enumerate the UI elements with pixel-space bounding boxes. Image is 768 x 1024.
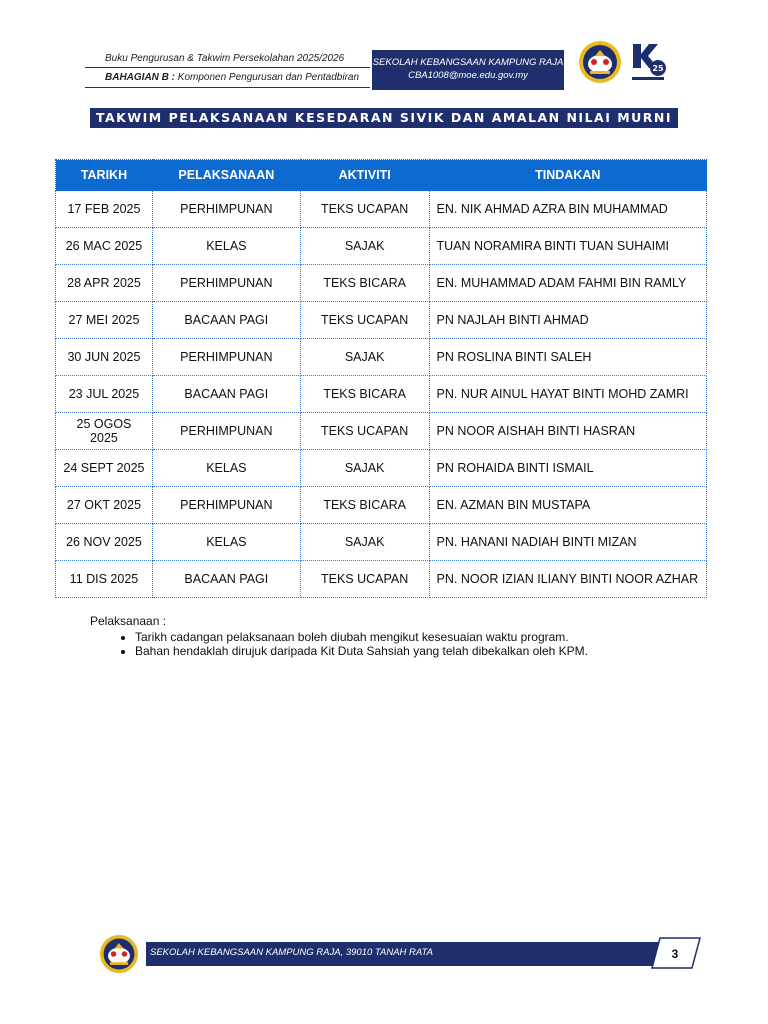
table-row xyxy=(56,487,707,524)
school-info-box xyxy=(372,50,564,90)
ks-logo-icon xyxy=(628,40,668,84)
table-row xyxy=(56,524,707,561)
takwim-table xyxy=(55,159,707,598)
book-title: Buku Pengurusan & Takwim Persekolahan 2025/2026 xyxy=(105,53,345,64)
note-item: • Tarikh cadangan pelaksanaan boleh diubah mengikut kesesuaian waktu program. xyxy=(135,630,730,644)
cell-tindakan: PN. NOOR IZIAN ILIANY BINTI NOOR AZHAR xyxy=(429,561,706,598)
table-row xyxy=(56,228,707,265)
section-line xyxy=(105,72,359,83)
cell-tindakan: EN. NIK AHMAD AZRA BIN MUHAMMAD xyxy=(429,191,706,228)
cell-aktiviti: SAJAK xyxy=(300,339,429,376)
cell-aktiviti: SAJAK xyxy=(300,228,429,265)
cell-pelaksanaan: KELAS xyxy=(152,450,300,487)
cell-tindakan: PN NOOR AISHAH BINTI HASRAN xyxy=(429,413,706,450)
table-header-row xyxy=(56,160,707,191)
table-row xyxy=(56,413,707,450)
column-header-tarikh: TARIKH xyxy=(56,160,153,191)
cell-tindakan: PN NAJLAH BINTI AHMAD xyxy=(429,302,706,339)
svg-text:25: 25 xyxy=(652,64,664,73)
column-header-pelaksanaan: PELAKSANAAN xyxy=(152,160,300,191)
notes-title: Pelaksanaan : xyxy=(90,614,167,628)
cell-aktiviti: TEKS UCAPAN xyxy=(300,561,429,598)
school-logo-icon xyxy=(578,40,622,84)
note-item: • Bahan hendaklah dirujuk daripada Kit Duta Sahsiah yang telah dibekalkan oleh KPM. xyxy=(135,644,730,658)
cell-tindakan: PN. NUR AINUL HAYAT BINTI MOHD ZAMRI xyxy=(429,376,706,413)
cell-tindakan: PN ROHAIDA BINTI ISMAIL xyxy=(429,450,706,487)
school-name: SEKOLAH KEBANGSAAN KAMPUNG RAJA xyxy=(372,57,564,68)
table-row xyxy=(56,376,707,413)
table-row xyxy=(56,265,707,302)
cell-tarikh: 27 MEI 2025 xyxy=(56,302,153,339)
cell-tarikh: 30 JUN 2025 xyxy=(56,339,153,376)
footer-school-logo-icon xyxy=(99,934,139,974)
cell-tarikh: 27 OKT 2025 xyxy=(56,487,153,524)
cell-aktiviti: TEKS UCAPAN xyxy=(300,302,429,339)
school-email: CBA1008@moe.edu.gov.my xyxy=(408,70,528,81)
cell-aktiviti: TEKS BICARA xyxy=(300,376,429,413)
notes-list xyxy=(90,630,730,658)
section-label: BAHAGIAN B : xyxy=(105,72,175,83)
header-text-block xyxy=(85,50,370,90)
cell-pelaksanaan: KELAS xyxy=(152,524,300,561)
cell-tindakan: EN. MUHAMMAD ADAM FAHMI BIN RAMLY xyxy=(429,265,706,302)
cell-pelaksanaan: BACAAN PAGI xyxy=(152,376,300,413)
cell-pelaksanaan: PERHIMPUNAN xyxy=(152,339,300,376)
cell-pelaksanaan: PERHIMPUNAN xyxy=(152,487,300,524)
cell-pelaksanaan: BACAAN PAGI xyxy=(152,561,300,598)
page-title: TAKWIM PELAKSANAAN KESEDARAN SIVIK DAN AMALAN NILAI MURNI xyxy=(90,108,678,128)
table-row xyxy=(56,339,707,376)
cell-aktiviti: TEKS UCAPAN xyxy=(300,413,429,450)
cell-tindakan: PN ROSLINA BINTI SALEH xyxy=(429,339,706,376)
footer-address: SEKOLAH KEBANGSAAN KAMPUNG RAJA, 39010 TANAH RATA xyxy=(146,942,658,966)
table-row xyxy=(56,450,707,487)
cell-tarikh: 24 SEPT 2025 xyxy=(56,450,153,487)
column-header-tindakan: TINDAKAN xyxy=(429,160,706,191)
cell-pelaksanaan: PERHIMPUNAN xyxy=(152,413,300,450)
table-row xyxy=(56,561,707,598)
cell-tarikh: 26 NOV 2025 xyxy=(56,524,153,561)
cell-pelaksanaan: PERHIMPUNAN xyxy=(152,265,300,302)
cell-tarikh: 25 OGOS 2025 xyxy=(56,413,153,450)
cell-tarikh: 26 MAC 2025 xyxy=(56,228,153,265)
table-row xyxy=(56,191,707,228)
cell-tindakan: TUAN NORAMIRA BINTI TUAN SUHAIMI xyxy=(429,228,706,265)
cell-aktiviti: TEKS BICARA xyxy=(300,487,429,524)
cell-tarikh: 28 APR 2025 xyxy=(56,265,153,302)
cell-tarikh: 11 DIS 2025 xyxy=(56,561,153,598)
column-header-aktiviti: AKTIVITI xyxy=(300,160,429,191)
notes-section xyxy=(90,614,730,658)
cell-tindakan: PN. HANANI NADIAH BINTI MIZAN xyxy=(429,524,706,561)
table-row xyxy=(56,302,707,339)
cell-aktiviti: SAJAK xyxy=(300,524,429,561)
cell-aktiviti: TEKS UCAPAN xyxy=(300,191,429,228)
cell-aktiviti: SAJAK xyxy=(300,450,429,487)
cell-tarikh: 17 FEB 2025 xyxy=(56,191,153,228)
cell-pelaksanaan: KELAS xyxy=(152,228,300,265)
cell-pelaksanaan: PERHIMPUNAN xyxy=(152,191,300,228)
header-divider-top xyxy=(85,67,370,68)
section-name: Komponen Pengurusan dan Pentadbiran xyxy=(177,72,360,83)
cell-tindakan: EN. AZMAN BIN MUSTAPA xyxy=(429,487,706,524)
cell-tarikh: 23 JUL 2025 xyxy=(56,376,153,413)
page-number: 3 xyxy=(671,947,679,961)
cell-pelaksanaan: BACAAN PAGI xyxy=(152,302,300,339)
cell-aktiviti: TEKS BICARA xyxy=(300,265,429,302)
header-divider-bottom xyxy=(85,87,370,88)
